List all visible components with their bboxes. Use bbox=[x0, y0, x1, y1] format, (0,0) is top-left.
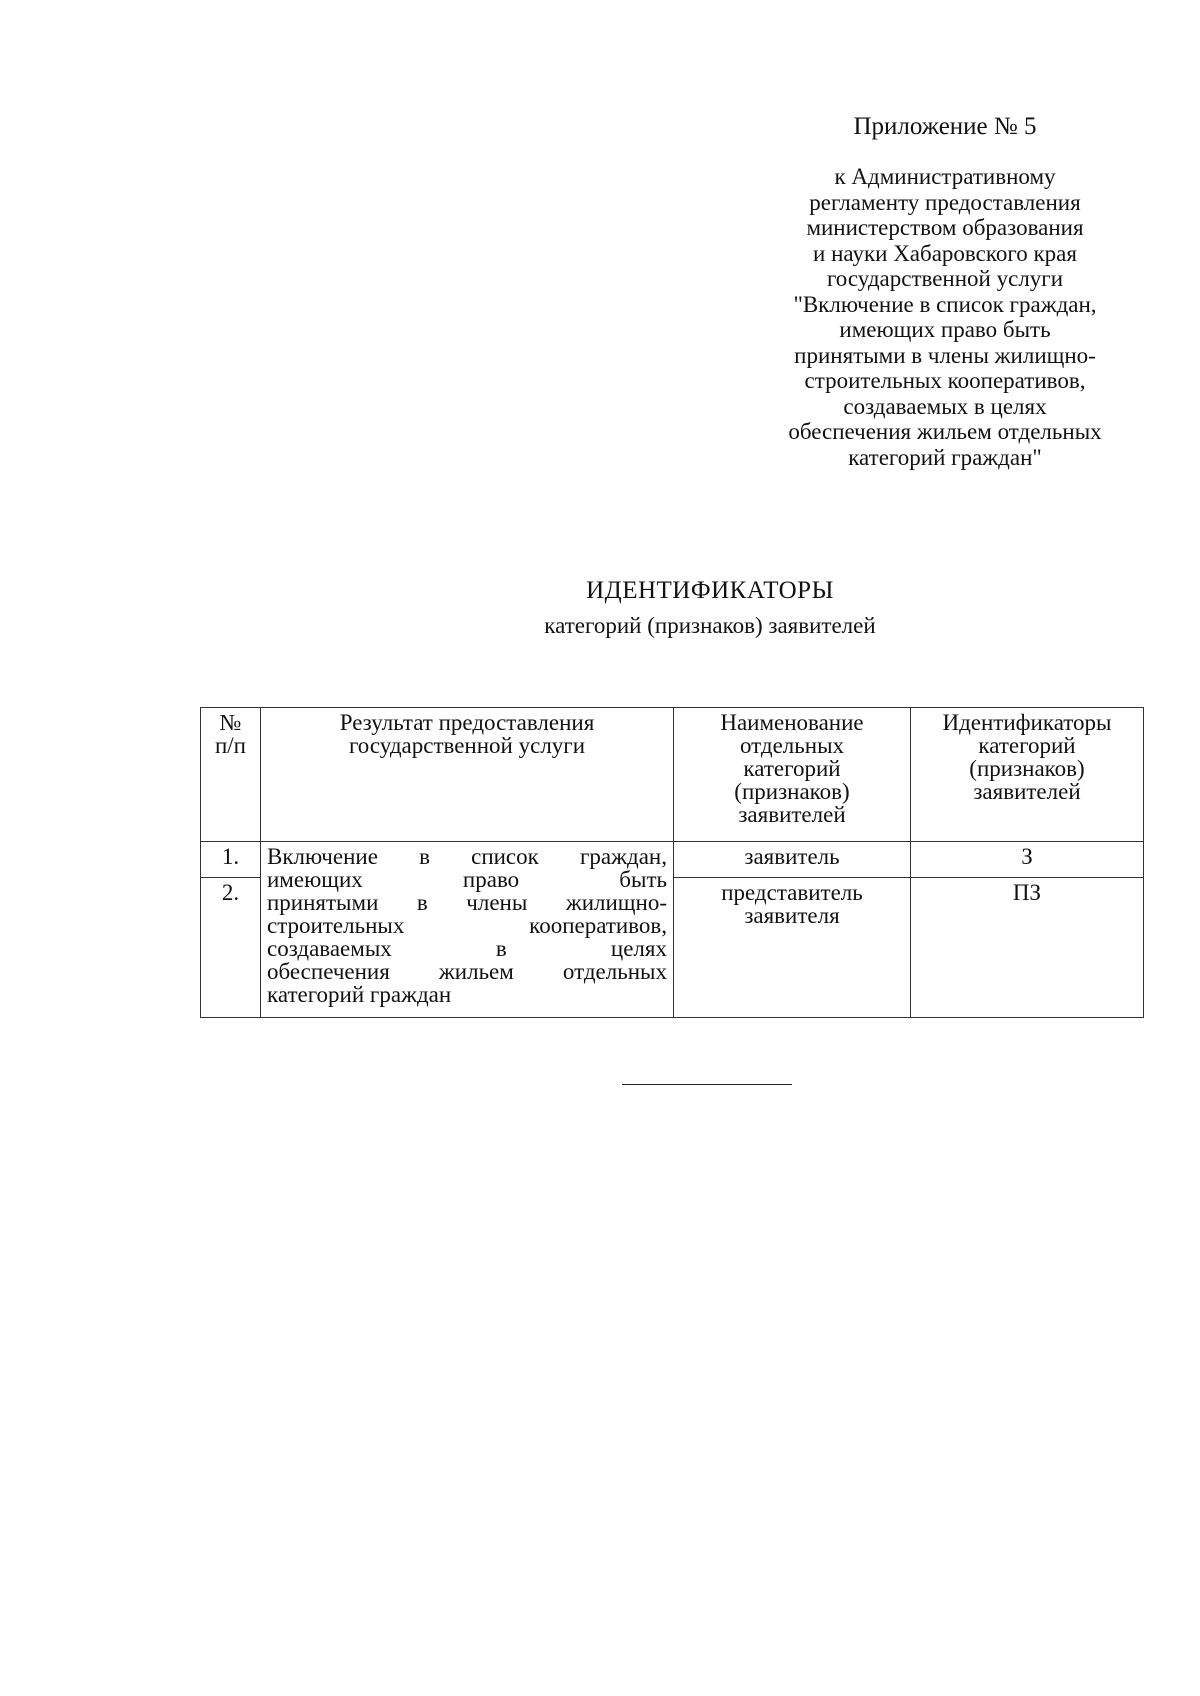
header-text: категорий bbox=[743, 756, 841, 781]
header-text: заявителей bbox=[738, 802, 846, 827]
header-text: Наименование bbox=[720, 710, 864, 735]
header-text: № bbox=[219, 710, 242, 735]
appendix-line: государственной услуги bbox=[826, 266, 1064, 291]
appendix-line: обеспечения жильем отдельных bbox=[788, 419, 1102, 444]
category-name-text: заявителя bbox=[744, 903, 840, 928]
appendix-title: Приложение № 5 bbox=[853, 113, 1037, 140]
header-category-name bbox=[674, 708, 911, 842]
header-text: (признаков) bbox=[969, 756, 1085, 781]
result-line: строительных кооперативов, bbox=[267, 913, 667, 938]
header-text: категорий bbox=[978, 733, 1076, 758]
appendix-line: к Административному bbox=[834, 164, 1056, 189]
header-num bbox=[201, 708, 261, 842]
appendix-line: и науки Хабаровского края bbox=[813, 240, 1077, 266]
appendix-line: министерством образования bbox=[806, 215, 1084, 240]
appendix-block bbox=[740, 112, 1150, 470]
result-line: категорий граждан bbox=[267, 982, 452, 1007]
appendix-line: создаваемых в целях bbox=[843, 393, 1047, 419]
result-line: принятыми в члены жилищно- bbox=[267, 890, 667, 915]
header-text: Результат предоставления bbox=[339, 710, 595, 735]
header-text: заявителей bbox=[973, 779, 1081, 804]
category-name bbox=[674, 878, 911, 1018]
result-line: обеспечения жильем отдельных bbox=[267, 959, 667, 984]
category-name bbox=[674, 842, 911, 878]
result-line: Включение в список граждан, bbox=[267, 844, 667, 869]
category-name-text: заявитель bbox=[744, 844, 840, 869]
result-line: имеющих право быть bbox=[267, 867, 667, 892]
document-title: ИДЕНТИФИКАТОРЫ bbox=[586, 577, 834, 604]
header-text: Идентификаторы bbox=[942, 710, 1112, 735]
appendix-line: имеющих право быть bbox=[839, 317, 1051, 342]
identifiers-table bbox=[200, 707, 1144, 1018]
category-id: ПЗ bbox=[911, 878, 1144, 1018]
appendix-line: принятыми в члены жилищно- bbox=[794, 342, 1096, 368]
row-number: 1. bbox=[201, 842, 261, 878]
appendix-line: "Включение в список граждан, bbox=[793, 291, 1097, 317]
category-id: З bbox=[911, 842, 1144, 878]
end-divider bbox=[622, 1084, 792, 1085]
appendix-line: категорий граждан" bbox=[848, 444, 1042, 470]
header-text: отдельных bbox=[739, 733, 845, 758]
document-subtitle: категорий (признаков) заявителей bbox=[544, 613, 876, 638]
result-line: создаваемых в целях bbox=[267, 936, 667, 961]
table-row bbox=[201, 842, 1144, 878]
header-text: (признаков) bbox=[734, 779, 850, 804]
appendix-body bbox=[740, 164, 1150, 470]
appendix-line: регламенту предоставления bbox=[809, 189, 1081, 215]
service-result bbox=[261, 842, 674, 1018]
header-result bbox=[261, 708, 674, 842]
table-header-row bbox=[201, 708, 1144, 842]
header-text: государственной услуги bbox=[348, 733, 586, 758]
appendix-line: строительных кооперативов, bbox=[804, 368, 1086, 393]
header-category-ids bbox=[911, 708, 1144, 842]
category-name-text: представитель bbox=[721, 880, 863, 905]
row-number: 2. bbox=[201, 878, 261, 1018]
header-text: п/п bbox=[214, 733, 246, 758]
